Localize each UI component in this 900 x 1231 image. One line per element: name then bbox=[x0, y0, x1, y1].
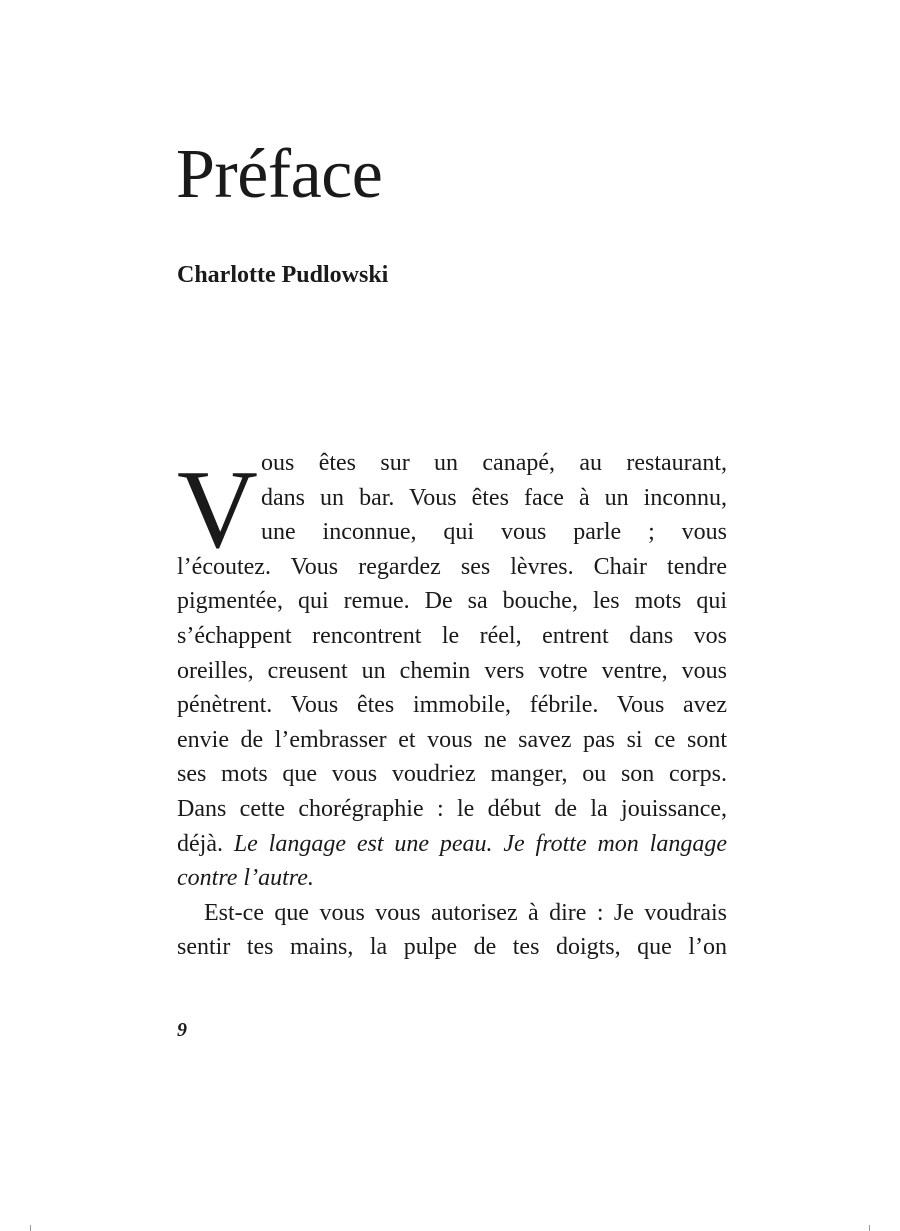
text-line: ses mots que vous voudriez manger, ou son corps. bbox=[177, 761, 727, 788]
crop-mark bbox=[869, 1225, 870, 1231]
text-line: Dans cette chorégraphie : le début de la jouissance, bbox=[177, 795, 727, 822]
text-line bbox=[177, 827, 727, 862]
text-line: oreilles, creusent un chemin vers votre ventre, vous bbox=[177, 657, 727, 684]
text-line: l’écoutez. Vous regardez ses lèvres. Chair tendre bbox=[177, 553, 727, 580]
author-name: Charlotte Pudlowski bbox=[177, 262, 389, 288]
italic-quote: Le langage est une peau. Je frotte mon langage bbox=[233, 830, 727, 857]
text-fragment: déjà. bbox=[177, 830, 234, 857]
drop-cap: V bbox=[177, 448, 258, 572]
crop-mark bbox=[30, 1225, 31, 1231]
text-line: Est-ce que vous vous autorisez à dire : Je voudrais bbox=[204, 899, 727, 926]
text-line bbox=[177, 861, 727, 896]
page-number: 9 bbox=[177, 1019, 187, 1041]
text-line: dans un bar. Vous êtes face à un inconnu, bbox=[261, 484, 727, 511]
text-line: une inconnue, qui vous parle ; vous bbox=[261, 519, 727, 546]
body-text bbox=[177, 446, 727, 965]
text-line: ous êtes sur un canapé, au restaurant, bbox=[261, 450, 727, 476]
text-line: envie de l’embrasser et vous ne savez pas si ce sont bbox=[177, 726, 727, 753]
italic-quote: contre l’autre. bbox=[177, 865, 314, 892]
text-line: pénètrent. Vous êtes immobile, fébrile. Vous avez bbox=[177, 692, 727, 719]
text-line: sentir tes mains, la pulpe de tes doigts, que l’on bbox=[177, 934, 727, 961]
page-title: Préface bbox=[176, 136, 383, 213]
text-line: s’échappent rencontrent le réel, entrent dans vos bbox=[177, 622, 727, 649]
text-line: pigmentée, qui remue. De sa bouche, les mots qui bbox=[177, 588, 727, 615]
